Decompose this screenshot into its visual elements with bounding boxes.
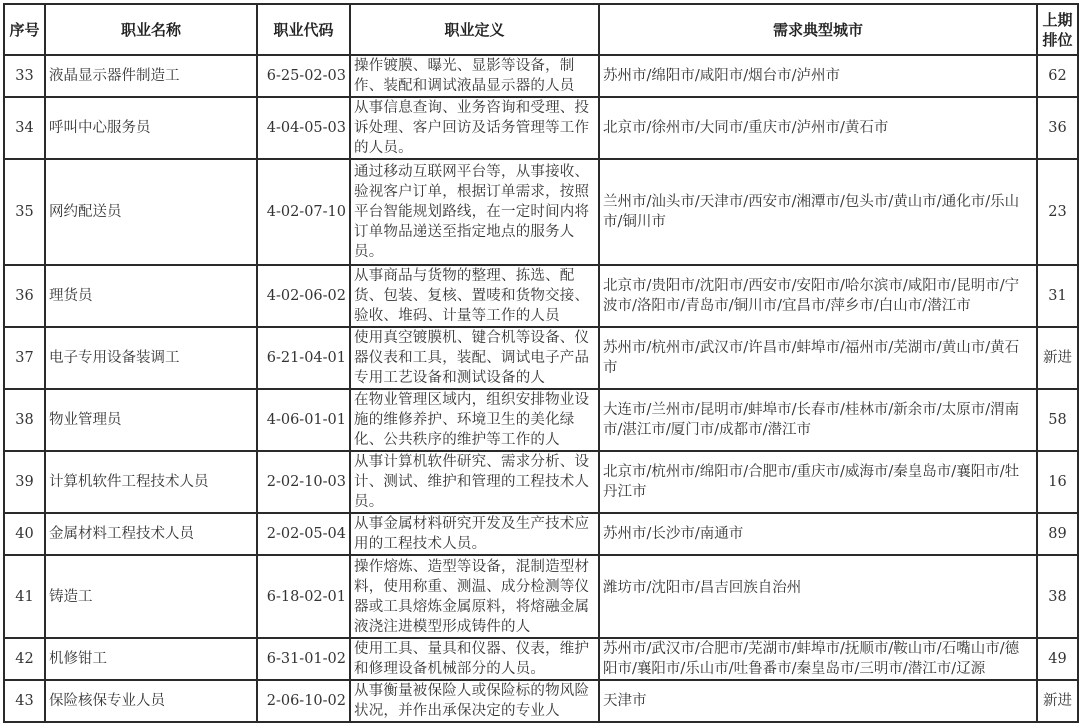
header-prev-rank: 上期排位 (1037, 4, 1078, 55)
cell-prev-rank: 新进 (1037, 680, 1078, 722)
cell-definition: 使用真空镀膜机、键合机等设备、仪器仪表和工具，装配、调试电子产品专用工艺设备和测试设备的人 (350, 327, 599, 389)
cell-cities: 苏州市/武汉市/合肥市/芜湖市/蚌埠市/抚顺市/鞍山市/石嘴山市/德阳市/襄阳市/乐山市/吐鲁番市/秦皇岛市/三明市/潜江市/辽源 (599, 638, 1037, 680)
cell-code: 4-02-07-10 (257, 159, 350, 265)
header-definition: 职业定义 (350, 4, 599, 55)
table-row (4, 680, 1078, 722)
cell-code: 6-25-02-03 (257, 55, 350, 97)
table-row (4, 555, 1078, 638)
cell-definition: 从事计算机软件研究、需求分析、设计、测试、维护和管理的工程技术人员。 (350, 451, 599, 513)
table-row (4, 513, 1078, 555)
cell-prev-rank: 58 (1037, 389, 1078, 451)
occupation-demand-table (3, 3, 1079, 723)
cell-cities: 北京市/徐州市/大同市/重庆市/泸州市/黄石市 (599, 97, 1037, 159)
cell-definition: 从事衡量被保险人或保险标的物风险状况，并作出承保决定的专业人 (350, 680, 599, 722)
cell-prev-rank: 38 (1037, 555, 1078, 638)
cell-cities: 兰州市/汕头市/天津市/西安市/湘潭市/包头市/黄山市/通化市/乐山市/铜川市 (599, 159, 1037, 265)
cell-name: 保险核保专业人员 (45, 680, 257, 722)
cell-name: 金属材料工程技术人员 (45, 513, 257, 555)
cell-definition: 使用工具、量具和仪器、仪表，维护和修理设备机械部分的人员。 (350, 638, 599, 680)
cell-prev-rank: 62 (1037, 55, 1078, 97)
cell-code: 6-31-01-02 (257, 638, 350, 680)
table-row (4, 55, 1078, 97)
header-code: 职业代码 (257, 4, 350, 55)
cell-name: 网约配送员 (45, 159, 257, 265)
cell-code: 6-18-02-01 (257, 555, 350, 638)
table-row (4, 97, 1078, 159)
cell-definition: 在物业管理区域内，组织安排物业设施的维修养护、环境卫生的美化绿化、公共秩序的维护等工作的人 (350, 389, 599, 451)
cell-prev-rank: 31 (1037, 265, 1078, 327)
cell-definition: 从事金属材料研究开发及生产技术应用的工程技术人员。 (350, 513, 599, 555)
cell-code: 2-02-05-04 (257, 513, 350, 555)
cell-cities: 北京市/贵阳市/沈阳市/西安市/安阳市/哈尔滨市/咸阳市/昆明市/宁波市/洛阳市/青岛市/铜川市/宜昌市/萍乡市/白山市/潜江市 (599, 265, 1037, 327)
cell-definition: 从事信息查询、业务咨询和受理、投诉处理、客户回访及话务管理等工作的人员。 (350, 97, 599, 159)
cell-no: 33 (4, 55, 45, 97)
cell-cities: 北京市/杭州市/绵阳市/合肥市/重庆市/威海市/秦皇岛市/襄阳市/牡丹江市 (599, 451, 1037, 513)
cell-cities: 潍坊市/沈阳市/昌吉回族自治州 (599, 555, 1037, 638)
cell-cities: 大连市/兰州市/昆明市/蚌埠市/长春市/桂林市/新余市/太原市/渭南市/湛江市/厦门市/成都市/潜江市 (599, 389, 1037, 451)
cell-no: 38 (4, 389, 45, 451)
cell-no: 34 (4, 97, 45, 159)
cell-no: 39 (4, 451, 45, 513)
cell-name: 呼叫中心服务员 (45, 97, 257, 159)
cell-code: 4-02-06-02 (257, 265, 350, 327)
cell-name: 铸造工 (45, 555, 257, 638)
cell-no: 37 (4, 327, 45, 389)
cell-prev-rank: 89 (1037, 513, 1078, 555)
cell-code: 4-04-05-03 (257, 97, 350, 159)
cell-no: 42 (4, 638, 45, 680)
cell-no: 43 (4, 680, 45, 722)
cell-prev-rank: 49 (1037, 638, 1078, 680)
cell-no: 40 (4, 513, 45, 555)
header-row (4, 4, 1078, 55)
cell-name: 理货员 (45, 265, 257, 327)
cell-cities: 苏州市/杭州市/武汉市/许昌市/蚌埠市/福州市/芜湖市/黄山市/黄石市 (599, 327, 1037, 389)
header-no: 序号 (4, 4, 45, 55)
cell-code: 2-06-10-02 (257, 680, 350, 722)
cell-no: 41 (4, 555, 45, 638)
cell-code: 6-21-04-01 (257, 327, 350, 389)
cell-name: 电子专用设备装调工 (45, 327, 257, 389)
cell-prev-rank: 16 (1037, 451, 1078, 513)
cell-code: 2-02-10-03 (257, 451, 350, 513)
table-row (4, 327, 1078, 389)
cell-definition: 从事商品与货物的整理、拣选、配货、包装、复核、置唛和货物交接、验收、堆码、计量等工作的人员 (350, 265, 599, 327)
cell-prev-rank: 36 (1037, 97, 1078, 159)
cell-code: 4-06-01-01 (257, 389, 350, 451)
cell-definition: 操作熔炼、造型等设备，混制造型材料，使用称重、测温、成分检测等仪器或工具熔炼金属原料，将熔融金属液浇注进模型形成铸件的人 (350, 555, 599, 638)
cell-prev-rank: 新进 (1037, 327, 1078, 389)
cell-definition: 操作镀膜、曝光、显影等设备，制作、装配和调试液晶显示器的人员 (350, 55, 599, 97)
cell-name: 物业管理员 (45, 389, 257, 451)
cell-name: 计算机软件工程技术人员 (45, 451, 257, 513)
cell-cities: 天津市 (599, 680, 1037, 722)
cell-name: 机修钳工 (45, 638, 257, 680)
table-row (4, 451, 1078, 513)
table-row (4, 265, 1078, 327)
cell-definition: 通过移动互联网平台等，从事接收、验视客户订单，根据订单需求，按照平台智能规划路线，在一定时间内将订单物品递送至指定地点的服务人员。 (350, 159, 599, 265)
cell-no: 36 (4, 265, 45, 327)
header-cities: 需求典型城市 (599, 4, 1037, 55)
table-row (4, 389, 1078, 451)
cell-name: 液晶显示器件制造工 (45, 55, 257, 97)
cell-cities: 苏州市/长沙市/南通市 (599, 513, 1037, 555)
table-row (4, 159, 1078, 265)
table-row (4, 638, 1078, 680)
cell-cities: 苏州市/绵阳市/咸阳市/烟台市/泸州市 (599, 55, 1037, 97)
cell-no: 35 (4, 159, 45, 265)
cell-prev-rank: 23 (1037, 159, 1078, 265)
header-name: 职业名称 (45, 4, 257, 55)
